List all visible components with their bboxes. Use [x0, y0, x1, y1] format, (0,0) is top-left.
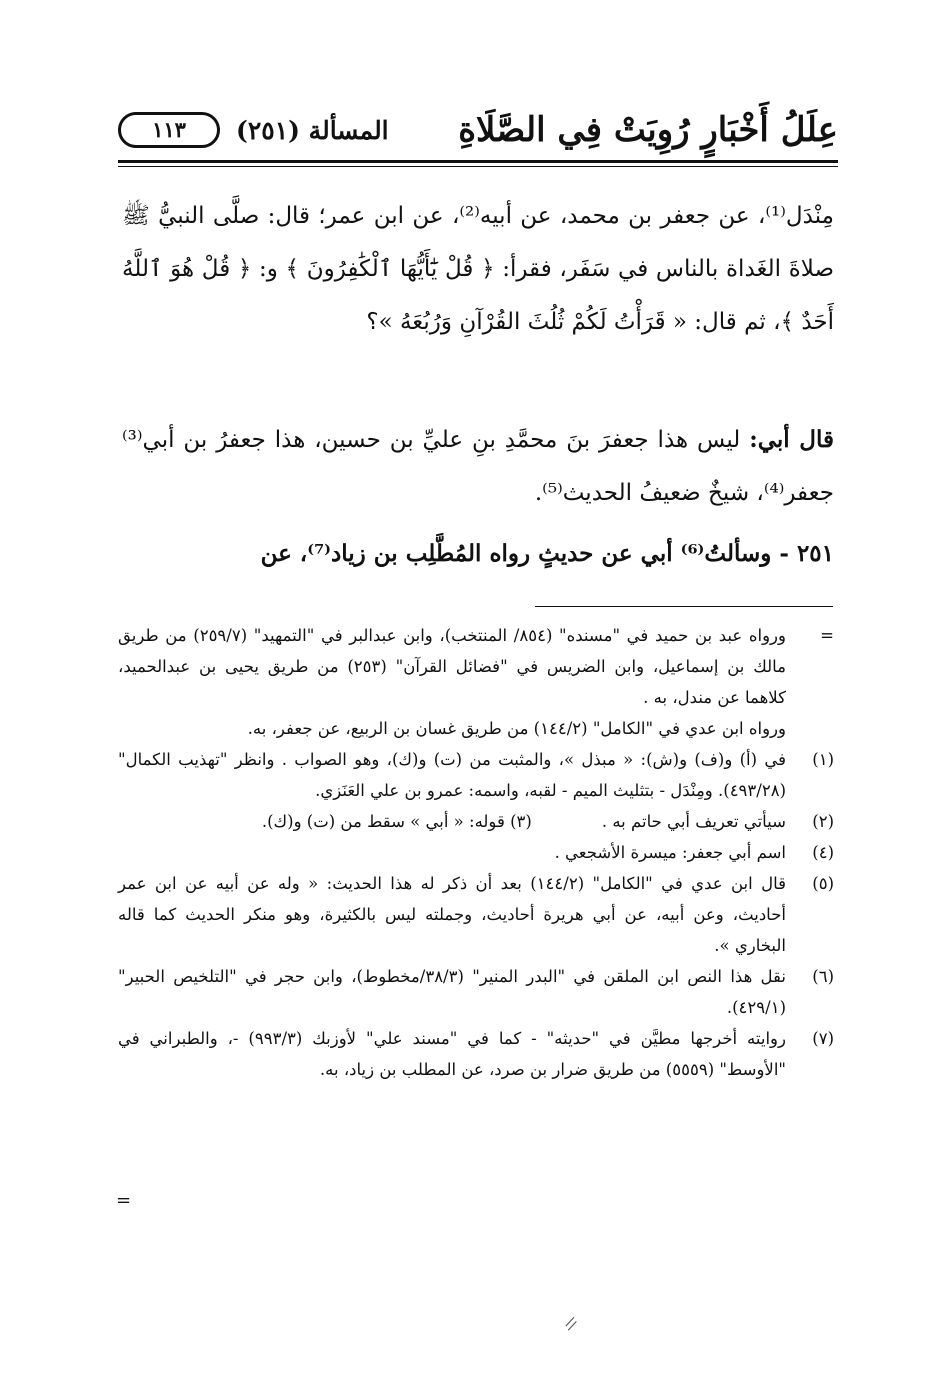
footnote-text: سيأتي تعريف أبي حاتم به .	[601, 812, 786, 831]
footnote-mark: (٤)	[812, 843, 834, 862]
body-paragraph-2	[122, 413, 834, 520]
footnote-mark: (٢)	[812, 812, 834, 831]
speaker-lead: قال أبي:	[749, 426, 834, 453]
header-rule-thick	[118, 160, 838, 163]
footnote-item	[118, 620, 834, 713]
footnote-mark: (١)	[812, 750, 834, 769]
body-paragraph-3: ٢٥١ - وسألتُ⁽⁶⁾ أبي عن حديثٍ رواه المُطَّلِب بن زياد⁽⁷⁾، عن	[260, 540, 834, 567]
footnote-text: قال ابن عدي في "الكامل" (١٤٤/٢) بعد أن ذكر له هذا الحديث: « وله عن أبيه عن ابن عمر أحاديث، وعن أبيه، عن أبي هريرة أحاديث، وجملته ليس بالكثيرة، وهو منكر الحديث كما قاله البخاري ».	[118, 874, 786, 955]
footnote-text: ورواه عبد بن حميد في "مسنده" (٨٥٤/ المنتخب)، وابن عبدالبر في "التمهيد" (٢٥٩/٧) من طريق مالك بن إسماعيل، وابن الضريس في "فضائل القرآن" (٢٥٣) من طريق يحيى بن عبدالحميد، كلاهما عن مندل، به .	[118, 626, 786, 707]
running-header	[118, 106, 838, 158]
continuation-mark: =	[116, 1190, 132, 1211]
footnote-item	[118, 744, 834, 806]
footnote-mark: (٦)	[812, 967, 834, 986]
section-label: المسألة (٢٥١)	[236, 116, 389, 145]
footnote-item	[118, 806, 834, 837]
footnote-text: ورواه ابن عدي في "الكامل" (١٤٤/٢) من طريق غسان بن الربيع، عن جعفر، به.	[247, 719, 786, 738]
footnote-item	[118, 837, 834, 868]
footnote-text: روايته أخرجها مطيَّن في "حديثه" - كما في "مسند علي" لأوزبك (٩٩٣/٣) -، والطبراني في "الأوسط" (٥٥٥٩) من طريق ضرار بن صرد، عن المطلب بن زياد، به.	[118, 1029, 786, 1079]
footnote-item	[118, 868, 834, 961]
footnote-text: اسم أبي جعفر: ميسرة الأشجعي .	[554, 843, 786, 862]
footnote-item	[118, 961, 834, 1023]
footnote-item	[118, 1023, 834, 1085]
footnote-inline-pair	[118, 806, 786, 837]
footnotes	[118, 620, 834, 1085]
book-title: عِلَلُ أَخْبَارٍ رُوِيَتْ فِي الصَّلَاةِ	[458, 110, 838, 150]
page-number-badge: ١١٣	[118, 112, 220, 148]
footnote-text-inline: (٣) قوله: « أبي » سقط من (ت) و(ك).	[261, 812, 532, 831]
footnote-mark: (٧)	[812, 1029, 834, 1048]
footnote-mark: =	[820, 626, 834, 645]
footnote-text: نقل هذا النص ابن الملقن في "البدر المنير" (٣٨/٣/مخطوط)، وابن حجر في "التلخيص الحبير" (٤٢٩/١).	[118, 967, 786, 1017]
footnote-mark: (٥)	[812, 874, 834, 893]
body-paragraph-2-text: ليس هذا جعفرَ بنَ محمَّدِ بنِ عليِّ بن حسين، هذا جعفرُ بن أبي⁽³⁾ جعفر⁽⁴⁾، شيخٌ ضعيفُ الحديث⁽⁵⁾.	[122, 427, 834, 506]
footnote-item	[118, 713, 834, 744]
footnote-text: في (أ) و(ف) و(ش): « مبذل »، والمثبت من (ت) و(ك)، وهو الصواب . وانظر "تهذيب الكمال" (٤٩٣/٢٨). ومِنْدَل - بتثليث الميم - لقبه، واسمه: عمرو بن علي العَنَزي.	[118, 750, 786, 800]
header-rule-thin	[118, 166, 838, 167]
scan-artifact: \\	[561, 1315, 581, 1333]
footnote-separator	[535, 606, 833, 607]
body-paragraph-1: مِنْدَل⁽¹⁾، عن جعفر بن محمد، عن أبيه⁽²⁾، عن ابن عمر؛ قال: صلَّى النبيُّ ﷺ صلاةَ الغَداة بالناس في سَفَر، فقرأ: ﴿ قُلْ يَٰٓأَيُّهَا ٱلْكَٰفِرُونَ ﴾ و: ﴿ قُلْ هُوَ ٱللَّهُ أَحَدٌ ﴾، ثم قال: « قَرَأْتُ لَكُمْ ثُلُثَ القُرْآنِ وَرُبُعَهُ »؟	[122, 203, 834, 335]
